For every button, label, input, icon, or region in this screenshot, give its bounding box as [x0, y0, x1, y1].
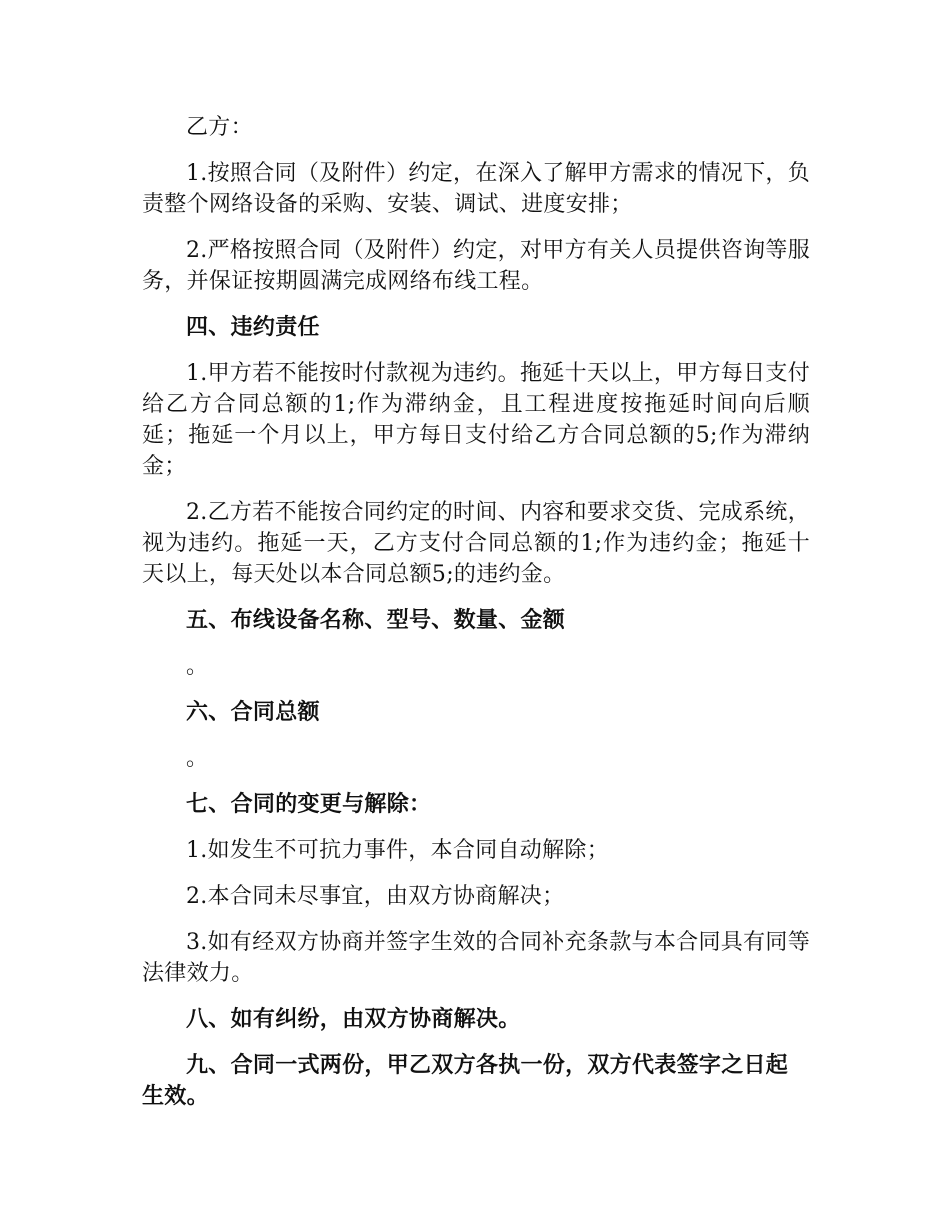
heading-section-9: 九、合同一式两份，甲乙双方各执一份，双方代表签字之日起生效。: [142, 1053, 789, 1109]
heading-section-7: 七、合同的变更与解除：: [186, 792, 432, 817]
paragraph-breach-party-a: 1.甲方若不能按时付款视为违约。拖延十天以上，甲方每日支付给乙方合同总额的1;作为滞纳金，且工程进度按拖延时间向后顺延；拖延一个月以上，甲方每日支付给乙方合同总额的5;作为滞纳金；: [142, 361, 810, 479]
heading-section-5: 五、布线设备名称、型号、数量、金额: [186, 608, 566, 633]
paragraph-party-b-duty-2: 2.严格按照合同（及附件）约定，对甲方有关人员提供咨询等服务，并保证按期圆满完成网络布线工程。: [142, 238, 810, 294]
paragraph-party-b-duty-1: 1.按照合同（及附件）约定，在深入了解甲方需求的情况下，负责整个网络设备的采购、安装、调试、进度安排；: [142, 161, 810, 217]
heading-section-4: 四、违约责任: [186, 315, 320, 340]
paragraph-breach-party-b: 2.乙方若不能按合同约定的时间、内容和要求交货、完成系统，视为违约。拖延一天，乙方支付合同总额的1;作为违约金；拖延十天以上，每天处以本合同总额5;的违约金。: [142, 500, 810, 587]
paragraph-section-6-content: 。: [186, 746, 209, 771]
paragraph-change-1: 1.如发生不可抗力事件，本合同自动解除；: [186, 838, 609, 863]
paragraph-change-2: 2.本合同未尽事宜，由双方协商解决；: [186, 884, 565, 909]
paragraph-change-3: 3.如有经双方协商并签字生效的合同补充条款与本合同具有同等法律效力。: [142, 930, 810, 986]
heading-section-6: 六、合同总额: [186, 700, 320, 725]
paragraph-party-b-label: 乙方：: [186, 115, 253, 140]
document-page: [142, 112, 810, 1127]
heading-section-8: 八、如有纠纷，由双方协商解决。: [186, 1007, 521, 1032]
paragraph-section-5-content: 。: [186, 654, 209, 679]
